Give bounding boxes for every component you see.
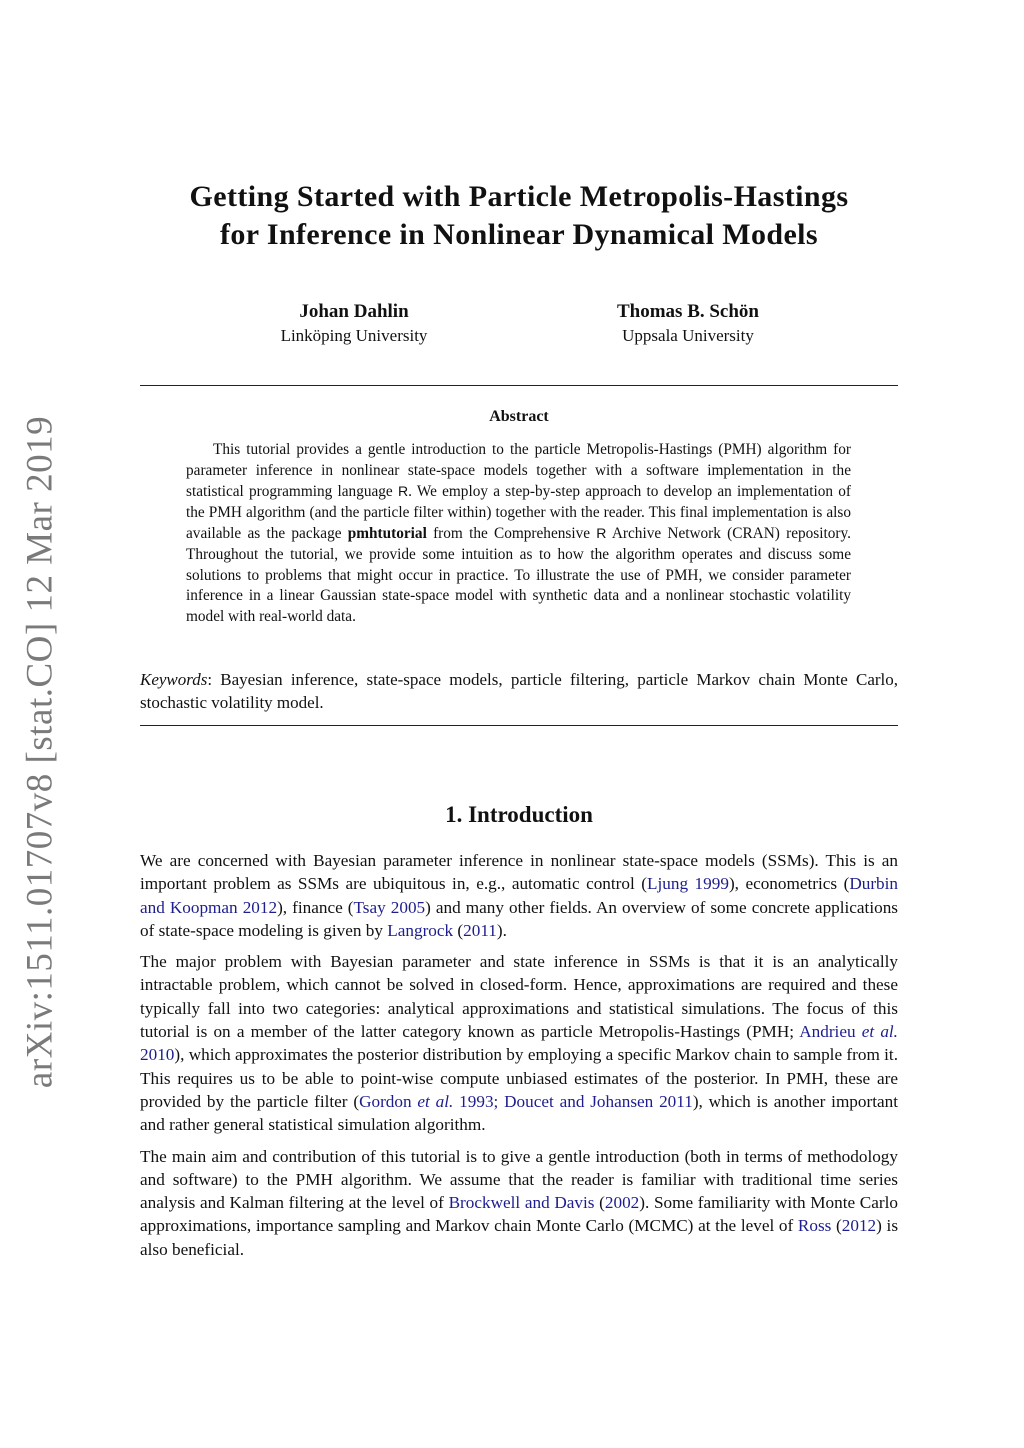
text-run: ), finance ( <box>277 897 354 917</box>
paper-title <box>0 178 1024 254</box>
citation-link[interactable]: Ljung 1999 <box>647 874 729 894</box>
language-name: R <box>397 483 409 500</box>
citation-link[interactable]: et al. <box>861 1022 898 1042</box>
text-run: Archive Network (CRAN) repository. Throughout the tutorial, we provide some intuition as to how the algorithm operates and discuss some solutions to problems that might occur in practice. To illustrate the use of PMH, we consider parameter inference in a linear Gaussian state-space model with synthetic data and a nonlinear stochastic volatility model with real-world data. <box>186 525 851 625</box>
divider <box>140 725 898 726</box>
citation-link[interactable]: 1993; Doucet and Johansen 2011 <box>453 1091 693 1111</box>
text-run: ), econometrics ( <box>728 874 850 894</box>
citation-link[interactable]: Ross <box>797 1216 832 1236</box>
citation-link[interactable]: Andrieu <box>799 1022 862 1042</box>
text-run: ( <box>453 920 464 940</box>
author-name: Johan Dahlin <box>299 301 409 322</box>
text-run: ). Some familiarity with Monte Carlo approximations, importance sampling and Markov chain Monte Carlo (MCMC) at the level of <box>140 1193 898 1236</box>
citation-link[interactable]: 2010 <box>140 1045 175 1065</box>
author-affiliation: Uppsala University <box>622 326 754 345</box>
text-run: ( <box>594 1193 605 1213</box>
keywords-text: : Bayesian inference, state-space models, particle filtering, particle Markov chain Monte Carlo, stochastic volatility model. <box>140 670 898 713</box>
citation-link[interactable]: Langrock <box>387 920 454 940</box>
paragraph <box>140 1145 898 1261</box>
text-run: from the Comprehensive <box>426 525 597 543</box>
keywords-label: Keywords <box>140 670 208 689</box>
citation-link[interactable]: 2012 <box>841 1216 877 1236</box>
abstract-heading: Abstract <box>489 408 549 425</box>
text-run: ), which approximates the posterior distribution by employing a specific Markov chain to sample from it. This requires us to be able to point-wise compute unbiased estimates of the posterior. In PMH, these are provided by the particle filter ( <box>140 1045 898 1111</box>
package-name: pmhtutorial <box>347 525 427 543</box>
body-text <box>140 849 898 1269</box>
citation-link[interactable]: 2011 <box>463 920 497 940</box>
section-heading: 1. Introduction <box>445 802 593 827</box>
text-run: We are concerned with Bayesian parameter inference in nonlinear state-space models (SSMs). This is an important problem as SSMs are ubiquitous in, e.g., automatic control ( <box>140 851 898 894</box>
citation-link[interactable]: Durbin and Koopman 2012 <box>140 874 899 917</box>
text-run: ) and many other fields. An overview of some concrete applications of state-space modeling is given by <box>140 897 898 940</box>
language-name: R <box>596 525 607 542</box>
author-block <box>204 300 504 348</box>
text-run: ). <box>496 920 507 940</box>
citation-link[interactable]: et al. <box>417 1091 454 1111</box>
author-name: Thomas B. Schön <box>616 301 760 322</box>
text-run: The major problem with Bayesian parameter and state inference in SSMs is that it is an analytically intractable problem, which cannot be solved in closed-form. Hence, approximations are required and these typically fall into two categories: analytical approximations and statistical simulations. The focus of this tutorial is on a member of the latter category known as particle Metropolis-Hastings (PMH; <box>140 952 898 1042</box>
title-line: Getting Started with Particle Metropolis-Hastings <box>189 180 849 213</box>
citation-link[interactable]: Tsay 2005 <box>353 897 426 917</box>
text-run: The main aim and contribution of this tutorial is to give a gentle introduction (both in terms of methodology and software) to the PMH algorithm. We assume that the reader is familiar with traditional time series analysis and Kalman filtering at the level of <box>140 1146 898 1213</box>
text-run: ), which is another important and rather general statistical simulation algorithm. <box>140 1091 898 1135</box>
title-line: for Inference in Nonlinear Dynamical Models <box>220 218 818 251</box>
text-run: ( <box>831 1216 842 1236</box>
divider <box>140 385 898 386</box>
citation-link[interactable]: Gordon <box>359 1091 418 1111</box>
keywords <box>140 668 898 715</box>
paragraph <box>140 849 898 942</box>
text-run: ) is also beneficial. <box>140 1216 899 1259</box>
arxiv-stamp: arXiv:1511.01707v8 [stat.CO] 12 Mar 2019 <box>19 415 61 1089</box>
author-affiliation: Linköping University <box>280 326 428 345</box>
citation-link[interactable]: 2002 <box>604 1193 640 1213</box>
paragraph <box>140 950 898 1136</box>
text-run: . We employ a step-by-step approach to develop an implementation of the PMH algorithm (and the particle filter within) together with the reader. This final implementation is also available as the package <box>186 483 851 543</box>
citation-link[interactable]: Brockwell and Davis <box>448 1193 595 1213</box>
text-run: This tutorial provides a gentle introduction to the particle Metropolis-Hastings (PMH) algorithm for parameter inference in nonlinear state-space models together with a software implementation in the statistical programming language <box>186 441 851 501</box>
abstract-text <box>186 440 851 627</box>
author-block <box>538 300 838 348</box>
